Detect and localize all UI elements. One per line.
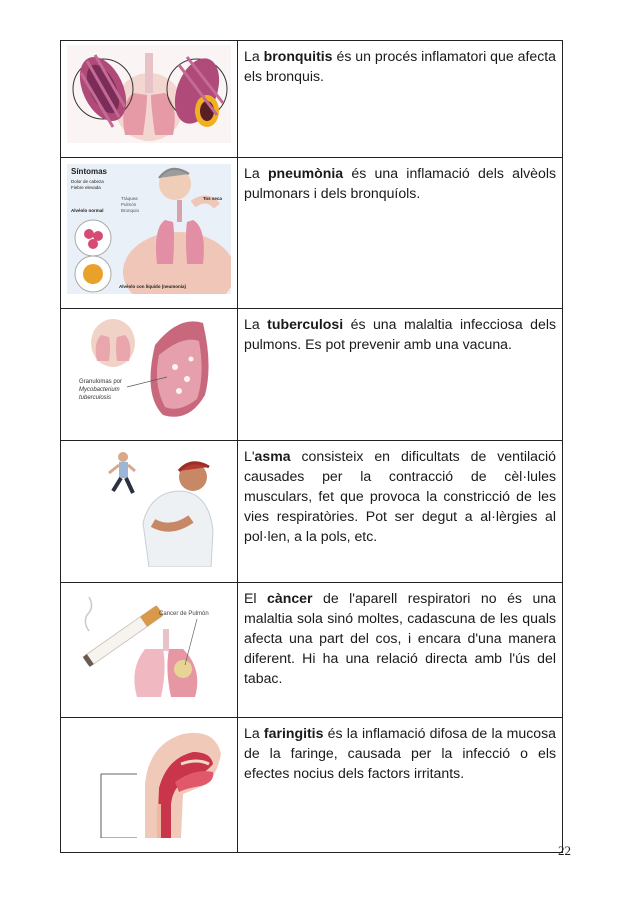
table-row [61,41,563,158]
image-cell [61,158,238,309]
text: consisteix en dificultats de ventilació causades per la contracció de cèl·lules musculars, fet que provoca la constricció de les vies respiratòries. Pot ser degut a al·lèrgies al pol·len, a la pols, etc. [244,448,556,544]
description-cell [238,583,563,718]
label-granulomas: Granulomas por [79,379,123,385]
label-dolor-cabeza: Dolor de cabeza [71,179,104,184]
table-row [61,583,563,718]
image-cell [61,41,238,158]
disease-term: faringitis [263,725,324,741]
table-row [61,309,563,441]
description-cell [238,41,563,158]
text: La [244,725,264,741]
image-cell [61,309,238,441]
label-tuberculosis: tuberculosis [79,395,112,401]
label-cancer-pulmon: Cancer de Pulmón [159,611,209,617]
page-number: 22 [558,843,571,858]
text: és la inflamació difosa de la mucosa de la faringe, causada per la infecció o els efectes nocius dels factors irritants. [244,725,556,781]
label-bronquio: Bronquio [121,208,140,213]
text: és una malaltia infecciosa dels pulmons. Es pot prevenir amb una vacuna. [244,316,556,352]
disease-term: pneumònia [267,165,344,181]
disease-term: tuberculosi [267,316,344,332]
lung-cancer-illustration [79,589,229,703]
description-cell [238,718,563,853]
text: La [244,316,268,332]
text: La [244,48,264,64]
disease-term: càncer [267,590,313,606]
text: El [244,590,268,606]
pneumonia-illustration [67,164,231,294]
text: La [244,165,268,181]
disease-term: asma [254,448,291,464]
asthma-illustration [91,447,231,567]
image-cell [61,441,238,583]
label-tos-seca: Tos seca [203,196,222,201]
label-sintomas: Síntomas [71,167,108,176]
label-alveolo-liquido: Alvéolo con líquido (neumonía) [119,284,186,289]
label-traquea: Tráquea [121,196,138,201]
description-cell [238,158,563,309]
bronchitis-illustration [67,45,231,143]
description-cell [238,441,563,583]
tuberculosis-illustration [79,315,221,425]
label-pulmon: Pulmón [121,202,137,207]
label-fiebre: Fiebre elevada [71,185,101,190]
text: és un procés inflamatori que afecta els bronquis. [244,48,556,84]
label-mycobacterium: Mycobacterium [79,387,120,393]
table-row [61,441,563,583]
text: és una inflamació dels alvèols pulmonars i dels bronquíols. [244,165,557,201]
label-alveolo-normal: Alvéolo normal [71,208,104,213]
disease-term: bronquitis [263,48,333,64]
description-cell [238,309,563,441]
pharynx-illustration [97,724,237,838]
text: L' [244,448,255,464]
table-row [61,158,563,309]
image-cell [61,583,238,718]
table-row [61,718,563,853]
text: de l'aparell respiratori no és una malaltia sola sinó moltes, cadascuna de les quals afecta una part del cos, i encara d'una manera diferent. Hi ha una relació directa amb l'ús del tabac. [244,590,556,686]
image-cell [61,718,238,853]
diseases-table [60,40,563,853]
